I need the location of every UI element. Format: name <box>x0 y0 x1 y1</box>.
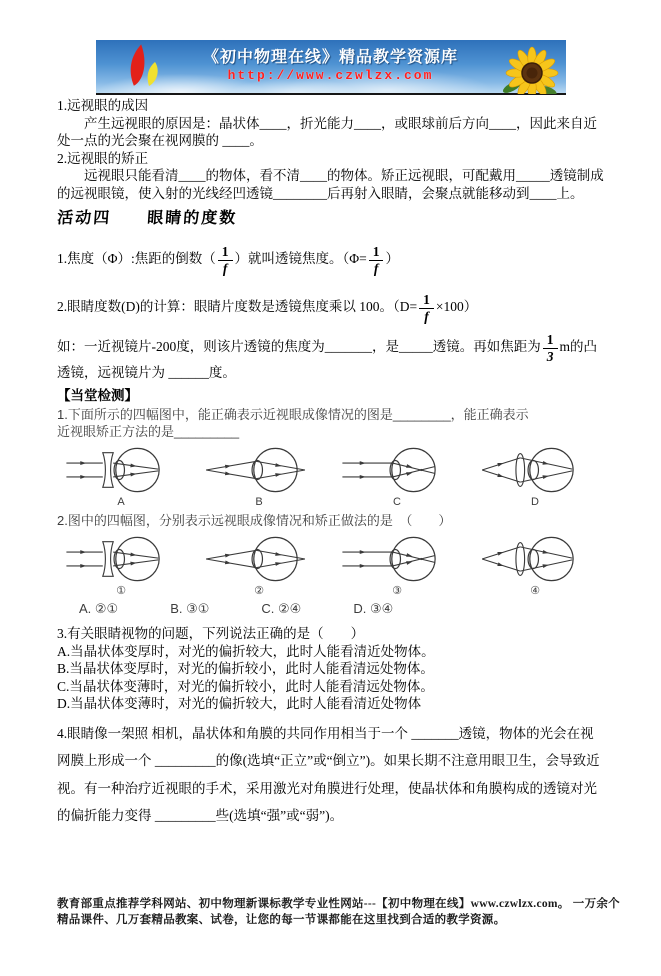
q3-option-a: A.当晶状体变厚时，对光的偏折较大，此时人能看清近处物体。 <box>57 643 435 659</box>
sunflower-icon <box>490 42 564 94</box>
fraction-1-over-f: $\frac{1}{f}$ <box>419 293 434 323</box>
activity4-heading: 活动四 眼睛的度数 <box>56 210 238 227</box>
eye-ray-diagram <box>195 444 323 496</box>
degree-text-pre: 2.眼睛度数(D)的计算：眼睛片度数是透镜焦度乘以 100。（D= <box>57 299 418 315</box>
section1-body: 产生远视眼的原因是：晶状体____，折光能力____，或眼球前后方向____，因此来自近处一点的光会聚在视网膜的 ____。 <box>57 115 597 148</box>
focal-text-mid: ）就叫透镜焦度。（Φ= <box>234 251 367 267</box>
q2-option-b: B. ③① <box>170 601 210 616</box>
diagram-label: ① <box>116 585 126 597</box>
diagram-label: ④ <box>530 585 540 597</box>
site-banner <box>96 40 566 95</box>
question3-text: 3.有关眼睛视物的问题，下列说法正确的是（ ） <box>57 626 365 641</box>
question1-text: 1.下面所示的四幅图中，能正确表示近视眼成像情况的图是________，能正确表示近视眼矫正方法的是_________ <box>57 407 529 439</box>
question1-diagram-row <box>57 444 607 508</box>
degree-calculation <box>57 292 607 324</box>
example-paragraph <box>57 332 607 382</box>
eye-diagram-a-concave-correction <box>57 444 185 508</box>
eye-diagram-2-focus-behind-retina <box>195 533 323 597</box>
eye-diagram-3-focus-before-retina <box>333 533 461 597</box>
eye-diagram-d-convex-correction <box>471 444 599 508</box>
diagram-label: A <box>117 496 125 508</box>
eye-diagram-c-focus-before-retina <box>333 444 461 508</box>
eye-ray-diagram <box>471 533 599 585</box>
diagram-label: ③ <box>392 585 402 597</box>
banner-url-link[interactable]: http://www.czwlzx.com <box>227 68 434 83</box>
section2-body: 远视眼只能看清____的物体，看不清____的物体。矫正远视眼，可配戴用_____透镜制成的远视眼镜，使入射的光线经凹透镜________后再射入眼睛，会聚点就能移动到____上。 <box>57 168 604 201</box>
eye-diagram-1-concave-correction <box>57 533 185 597</box>
eye-ray-diagram <box>333 444 461 496</box>
question4-text: 4.眼睛像一架照 相机，晶状体和角膜的共同作用相当于一个 _______透镜，物体的光会在视网膜上形成一个 _________的像(选填“正立”或“倒立”)。如果长期不注意用眼卫生，会导致近视。有一种治疗近视眼的手术，采用激光对角膜进行处理，使晶状体和角膜构成的透镜对光的偏折能力变得 _________些(选填“强”或“弱”)。 <box>57 725 600 823</box>
worksheet-body <box>0 95 661 830</box>
q3-option-b: B.当晶状体变厚时，对光的偏折较小，此时人能看清远处物体。 <box>57 661 434 676</box>
eye-ray-diagram <box>57 533 185 585</box>
eye-ray-diagram <box>333 533 461 585</box>
fraction-1-over-f: $\frac{1}{f}$ <box>218 245 233 275</box>
eye-ray-diagram <box>195 533 323 585</box>
eye-ray-diagram <box>57 444 185 496</box>
section1-title: 1.远视眼的成因 <box>57 98 149 113</box>
banner-title: 《初中物理在线》精品教学资源库 <box>202 49 458 66</box>
q3-option-c: C.当晶状体变薄时，对光的偏折较小，此时人能看清远处物体。 <box>57 678 434 694</box>
q2-option-a: A. ②① <box>79 601 119 616</box>
classroom-check-heading: 【当堂检测】 <box>57 387 138 403</box>
eye-ray-diagram <box>471 444 599 496</box>
question2-diagram-row <box>57 533 607 597</box>
question3-block <box>57 625 607 713</box>
focal-power-definition <box>57 244 607 276</box>
fraction-1-over-f: $\frac{1}{f}$ <box>369 245 384 275</box>
fraction-1-over-3: $\frac{1}{3}$ <box>543 333 558 363</box>
diagram-label: B <box>255 496 263 508</box>
diagram-label: ② <box>254 585 264 597</box>
q2-option-c: C. ②④ <box>261 601 302 616</box>
q2-option-d: D. ③④ <box>353 601 394 616</box>
eye-diagram-4-convex-correction <box>471 533 599 597</box>
degree-text-post: ×100） <box>435 299 478 315</box>
example-text-pre: 如：一近视镜片-200度，则该片透镜的焦度为_______，是_____透镜。再如焦距为 <box>57 339 541 355</box>
question2-text: 2.图中的四幅图，分别表示远视眼成像情况和矫正做法的是 （ ） <box>57 513 452 528</box>
focal-text-pre: 1.焦度（Φ）:焦距的倒数（ <box>57 251 216 267</box>
diagram-label: D <box>531 496 539 508</box>
eye-diagram-b-focus-behind-retina <box>195 444 323 508</box>
diagram-label: C <box>393 496 401 508</box>
section2-title: 2.远视眼的矫正 <box>57 150 149 166</box>
q3-option-d: D.当晶状体变薄时，对光的偏折较大，此时人能看清近处物体 <box>57 696 422 711</box>
focal-text-post: ） <box>385 251 399 267</box>
example-text-post: m的凸透镜，远视镜片为 ______度。 <box>57 339 598 380</box>
site-footer-text: 教育部重点推荐学科网站、初中物理新课标教学专业性网站---【初中物理在线】www.czwlzx.com。 一万余个精品课件、几万套精品教案、试卷，让您的每一节课都能在这里找到合适的教学资源。 <box>57 898 620 926</box>
question2-options-row <box>57 600 607 617</box>
